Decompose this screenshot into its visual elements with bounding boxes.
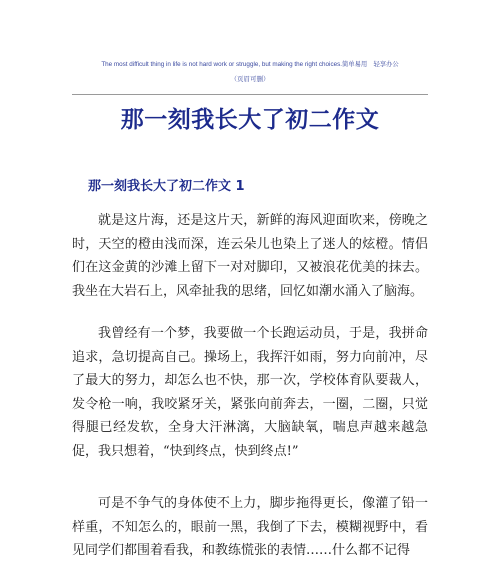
section-heading: 那一刻我长大了初二作文 1 [88,179,245,194]
header-motto: The most difficult thing in life is not hard work or struggle, but making the right choices. [101,61,342,68]
header-note: （页眉可删） [230,75,270,83]
paragraph-2: 我曾经有一个梦，我要做一个长跑运动员，于是，我拼命追求，急切提高自己。操场上，我挥汗如雨，努力向前冲，尽了最大的努力，却怎么也不快，那一次，学校体育队要裁人，发令枪一响，我咬紧牙关，紧张向前奔去，一圈，二圈，只觉得腿已经发软，全身大汗淋漓，大脑缺氧，喘息声越来越急促，我只想着，“快到终点，快到终点!” [72,326,428,459]
header-tail: 简单易用 轻享办公 [342,61,399,68]
document-title: 那一刻我长大了初二作文 [120,107,380,133]
page-header [70,60,430,70]
header-divider [72,94,428,95]
paragraph-1: 就是这片海，还是这片天，新鲜的海风迎面吹来，傍晚之时，天空的橙由浅而深，连云朵儿也染上了迷人的炫橙。情侣们在这金黄的沙滩上留下一对对脚印，又被浪花优美的抹去。我坐在大岩石上，风牵扯我的思绪，回忆如潮水涌入了脑海。 [72,213,428,299]
paragraph-3: 可是不争气的身体使不上力，脚步拖得更长，像灌了铅一样重，不知怎么的，眼前一黑，我倒了下去，模糊视野中，看见同学们都围着看我，和教练慌张的表情……什么都不记得 [72,496,428,558]
